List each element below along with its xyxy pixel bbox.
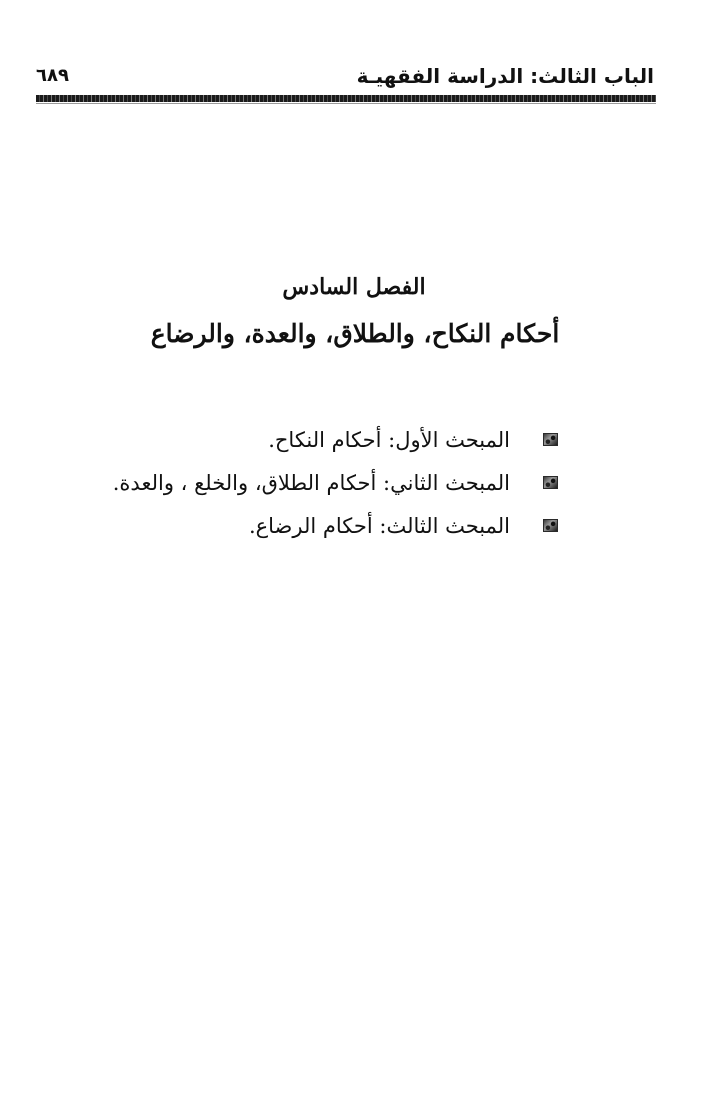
chapter-number: الفصل السادس <box>282 274 426 300</box>
square-bullet-icon <box>543 433 558 446</box>
section-label: المبحث الثاني: أحكام الطلاق، والخلع ، والعدة. <box>112 471 510 495</box>
section-item-2 <box>112 463 558 506</box>
running-header <box>36 58 654 92</box>
section-label: المبحث الأول: أحكام النكاح. <box>268 428 510 452</box>
section-item-1 <box>138 420 558 463</box>
running-title: الباب الثالث: الدراسة الفقهيـة <box>356 64 654 88</box>
square-bullet-icon <box>543 476 558 489</box>
header-rule-thin <box>36 103 656 104</box>
section-label: المبحث الثالث: أحكام الرضاع. <box>248 514 510 538</box>
square-bullet-icon <box>543 519 558 532</box>
chapter-title: أحكام النكاح، والطلاق، والعدة، والرضاع <box>150 319 560 348</box>
page-number: ٦٨٩ <box>36 65 69 86</box>
section-item-3 <box>138 506 558 549</box>
header-rule <box>36 95 656 102</box>
section-list <box>112 420 558 549</box>
